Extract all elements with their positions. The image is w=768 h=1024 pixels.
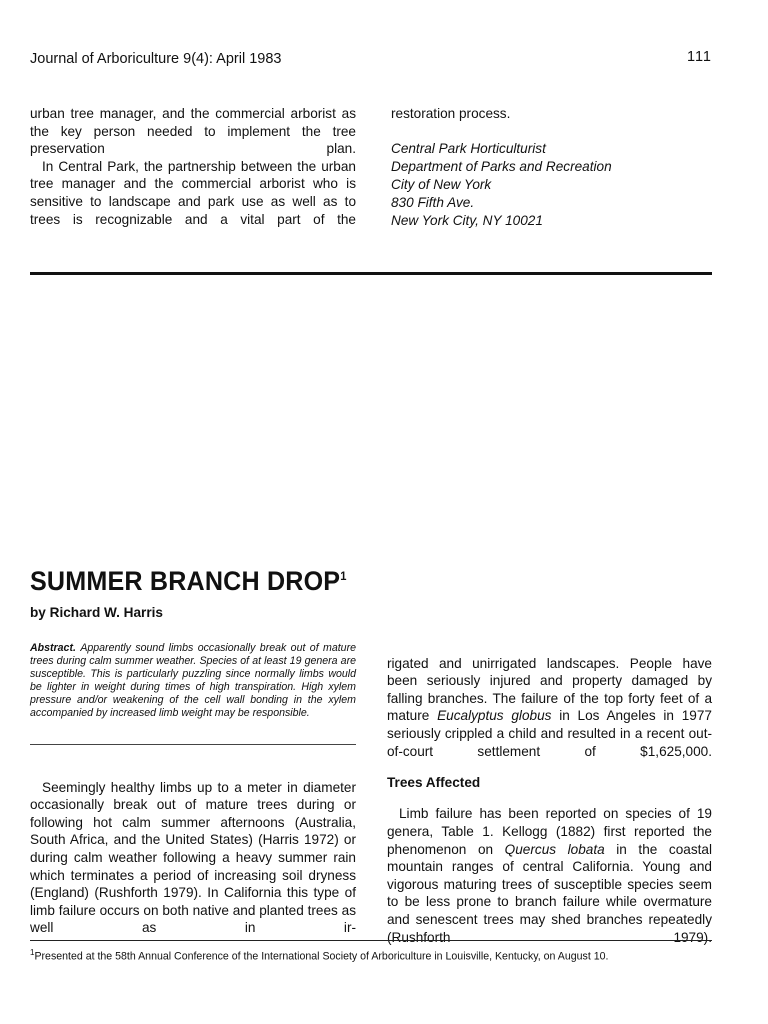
text-run: in Los Angeles in 1977 seriously crippled a child and resulted in a recent out-of-court settlement of $1,625,000. xyxy=(387,708,712,759)
page-number: 111 xyxy=(686,49,712,65)
address-line: Central Park Horticulturist xyxy=(391,140,546,156)
title-footnote-marker: 1 xyxy=(340,569,347,583)
address-line: 830 Fifth Ave. xyxy=(391,194,475,210)
paragraph: urban tree manager, and the commercial arborist as the key person needed to implement the tree preservation plan. xyxy=(30,106,356,157)
abstract-divider xyxy=(30,744,356,745)
right-column-body xyxy=(387,641,712,960)
species-name: Quercus lobata xyxy=(504,841,605,857)
previous-article-right-column xyxy=(391,105,711,230)
previous-article-left-column xyxy=(30,105,356,228)
address-line: New York City, NY 10021 xyxy=(391,212,543,228)
footnote-divider xyxy=(30,940,712,941)
abstract-label: Abstract. xyxy=(30,642,76,654)
article-title xyxy=(30,566,347,597)
section-heading: Trees Affected xyxy=(387,775,481,791)
species-name: Eucalyptus globus xyxy=(437,708,552,724)
journal-header: Journal of Arboriculture 9(4): April 1983 xyxy=(30,51,282,67)
paragraph xyxy=(387,655,712,761)
section-divider xyxy=(30,272,712,275)
abstract-text: Apparently sound limbs occasionally break out of mature trees during calm summer weather. Species of at least 19 genera are susceptible. This is particularly puzzling since normally limbs would be lighter in weight during times of high transpiration. High xylem pressure and/or weakening of the cell wall bonding in the xylem accompanied by increased limb weight may be responsible. xyxy=(30,642,356,719)
text-run: Limb failure has been reported on species of 19 genera, Table 1. Kellogg (1882) first reported the phenomenon on xyxy=(387,806,712,857)
paragraph xyxy=(387,805,712,946)
byline: by Richard W. Harris xyxy=(30,605,163,620)
author-address xyxy=(391,140,711,230)
footnote xyxy=(30,948,608,963)
abstract xyxy=(30,642,356,719)
paragraph-end: restoration process. xyxy=(391,106,511,121)
text-run: rigated and unirrigated landscapes. People have been seriously injured and property damaged by falling branches. The failure of the top forty feet of a mature xyxy=(387,655,712,724)
intro-paragraph: Seemingly healthy limbs up to a meter in diameter occasionally break out of mature trees during or following hot calm summer afternoons (Australia, South Africa, and the United States) (Harris 1972) or during calm weather following a heavy summer rain which terminates a period of increasing soil dryness (England) (Rushforth 1979). In California this type of limb failure occurs on both native and planted trees as well as in ir- xyxy=(30,779,356,936)
footnote-text: Presented at the 58th Annual Conference of the International Society of Arboriculture in Louisville, Kentucky, on August 10. xyxy=(34,950,609,963)
title-text: SUMMER BRANCH DROP xyxy=(30,566,341,596)
paragraph: In Central Park, the partnership between the urban tree manager and the commercial arborist who is sensitive to landscape and park use as well as to trees is recognizable and a vital part of the xyxy=(30,158,356,227)
address-line: City of New York xyxy=(391,176,492,192)
left-column-body xyxy=(30,765,356,951)
footnote-marker: 1 xyxy=(30,948,35,957)
address-line: Department of Parks and Recreation xyxy=(391,158,612,174)
text-run: in the coastal mountain ranges of central California. Young and vigorous maturing trees of susceptible species seem to be less prone to branch failure while overmature and senescent trees may shed branches repeatedly (Rushforth 1979). xyxy=(387,841,712,945)
